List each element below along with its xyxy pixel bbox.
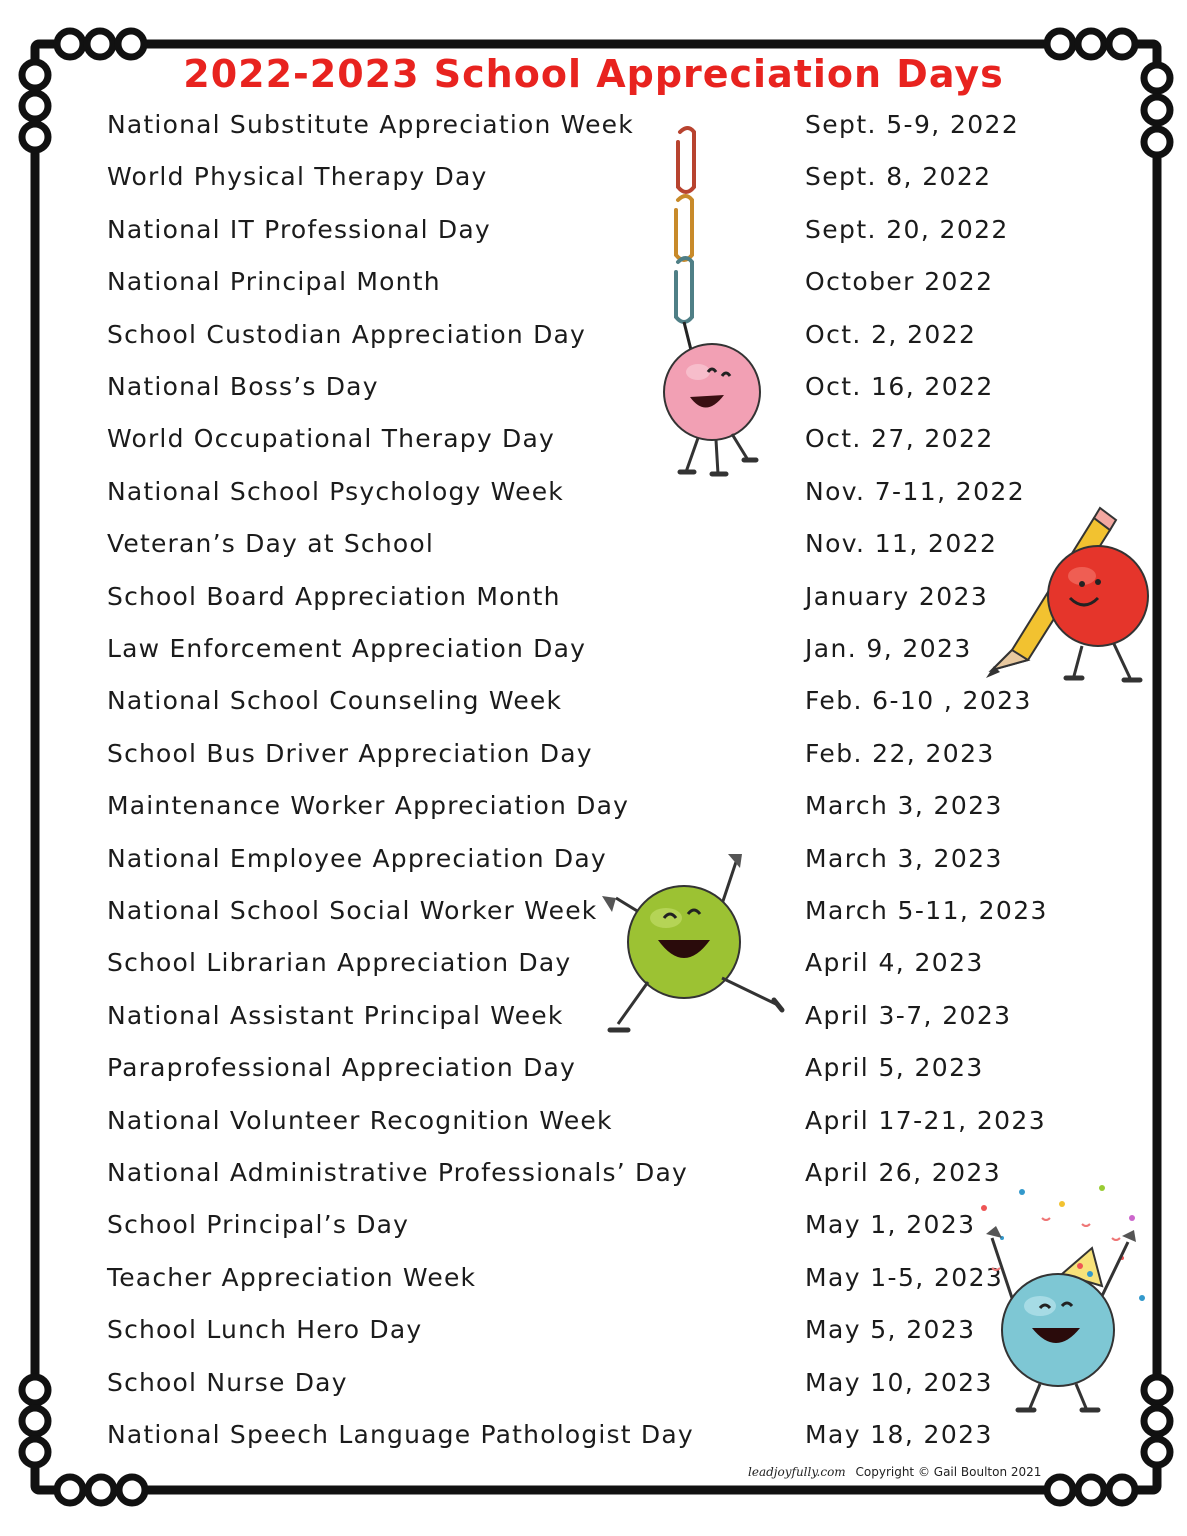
event-date: May 5, 2023 (805, 1315, 976, 1345)
event-name: National School Psychology Week (107, 476, 564, 506)
event-date: April 3-7, 2023 (805, 1000, 1012, 1030)
event-name: School Custodian Appreciation Day (107, 319, 587, 349)
paperclip-orange-icon (676, 196, 692, 260)
event-date: April 26, 2023 (805, 1158, 1002, 1187)
event-date: January 2023 (805, 581, 989, 611)
event-name: National Volunteer Recognition Week (107, 1105, 613, 1135)
event-date: March 3, 2023 (805, 791, 1003, 821)
footer-copyright: Copyright © Gail Boulton 2021 (855, 1465, 1042, 1479)
event-date: October 2022 (805, 267, 994, 297)
blue-ball-character (986, 1226, 1136, 1410)
event-name: National IT Professional Day (107, 214, 491, 244)
event-name: School Lunch Hero Day (107, 1315, 423, 1345)
event-date: May 1-5, 2023 (805, 1262, 1004, 1292)
event-row (0, 162, 1187, 214)
event-date: Feb. 6-10 , 2023 (805, 686, 1032, 716)
green-ball-illustration (592, 848, 797, 1048)
event-name: School Bus Driver Appreciation Day (107, 738, 593, 768)
event-name: National Assistant Principal Week (107, 1000, 564, 1030)
event-date: Oct. 2, 2022 (805, 319, 977, 349)
footer (748, 1465, 1041, 1479)
event-date: Jan. 9, 2023 (805, 634, 972, 663)
event-row (0, 110, 1187, 162)
event-name: Teacher Appreciation Week (107, 1262, 477, 1292)
event-date: Sept. 5-9, 2022 (805, 110, 1020, 139)
red-ball-character (1048, 546, 1148, 680)
event-date: Nov. 11, 2022 (805, 529, 998, 559)
event-name: School Board Appreciation Month (107, 581, 561, 611)
pencil-red-ball-illustration (982, 500, 1157, 690)
footer-site: leadjoyfully.com (748, 1465, 846, 1479)
paperclip-red-icon (678, 128, 694, 192)
party-blue-ball-illustration (962, 1178, 1154, 1416)
event-date: March 3, 2023 (805, 843, 1003, 873)
event-name: National School Counseling Week (107, 686, 563, 716)
event-row (0, 791, 1187, 843)
event-row (0, 424, 1187, 476)
event-name: Paraprofessional Appreciation Day (107, 1053, 577, 1083)
event-row (0, 686, 1187, 738)
event-name: Veteran’s Day at School (107, 529, 435, 559)
event-date: April 4, 2023 (805, 948, 984, 978)
event-date: April 17-21, 2023 (805, 1105, 1047, 1135)
event-name: School Librarian Appreciation Day (107, 948, 572, 978)
event-name: National Employee Appreciation Day (107, 843, 607, 873)
event-date: March 5-11, 2023 (805, 896, 1048, 925)
event-row (0, 1053, 1187, 1105)
event-date: Nov. 7-11, 2022 (805, 476, 1025, 506)
event-name: National Principal Month (107, 267, 441, 297)
event-date: April 5, 2023 (805, 1053, 984, 1083)
event-name: School Principal’s Day (107, 1210, 410, 1240)
event-row (0, 739, 1187, 791)
paperclip-chain-illustration (640, 122, 770, 482)
event-row (0, 372, 1187, 424)
event-name: National Speech Language Pathologist Day (107, 1420, 694, 1449)
green-ball-character (602, 854, 782, 1030)
event-name: National School Social Worker Week (107, 896, 598, 925)
event-name: Maintenance Worker Appreciation Day (107, 791, 630, 821)
pink-ball-character (664, 344, 760, 474)
event-date: May 18, 2023 (805, 1420, 993, 1449)
event-row (0, 267, 1187, 319)
event-date: Sept. 8, 2022 (805, 162, 992, 192)
event-name: Law Enforcement Appreciation Day (107, 634, 587, 663)
event-date: May 10, 2023 (805, 1367, 993, 1397)
event-name: National Boss’s Day (107, 372, 379, 401)
event-row (0, 215, 1187, 267)
event-name: National Substitute Appreciation Week (107, 110, 634, 139)
event-name: World Occupational Therapy Day (107, 424, 555, 454)
page-title: 2022-2023 School Appreciation Days (183, 52, 1004, 96)
event-name: School Nurse Day (107, 1367, 348, 1397)
left-hand-icon (602, 896, 616, 912)
event-date: Sept. 20, 2022 (805, 214, 1009, 244)
event-row (0, 320, 1187, 372)
event-date: Oct. 27, 2022 (805, 424, 994, 454)
event-date: Oct. 16, 2022 (805, 372, 994, 401)
paperclip-teal-icon (676, 258, 692, 322)
event-name: National Administrative Professionals’ Day (107, 1158, 688, 1187)
event-date: Feb. 22, 2023 (805, 738, 995, 768)
event-date: May 1, 2023 (805, 1210, 976, 1240)
event-row (0, 1106, 1187, 1158)
event-name: World Physical Therapy Day (107, 162, 488, 192)
